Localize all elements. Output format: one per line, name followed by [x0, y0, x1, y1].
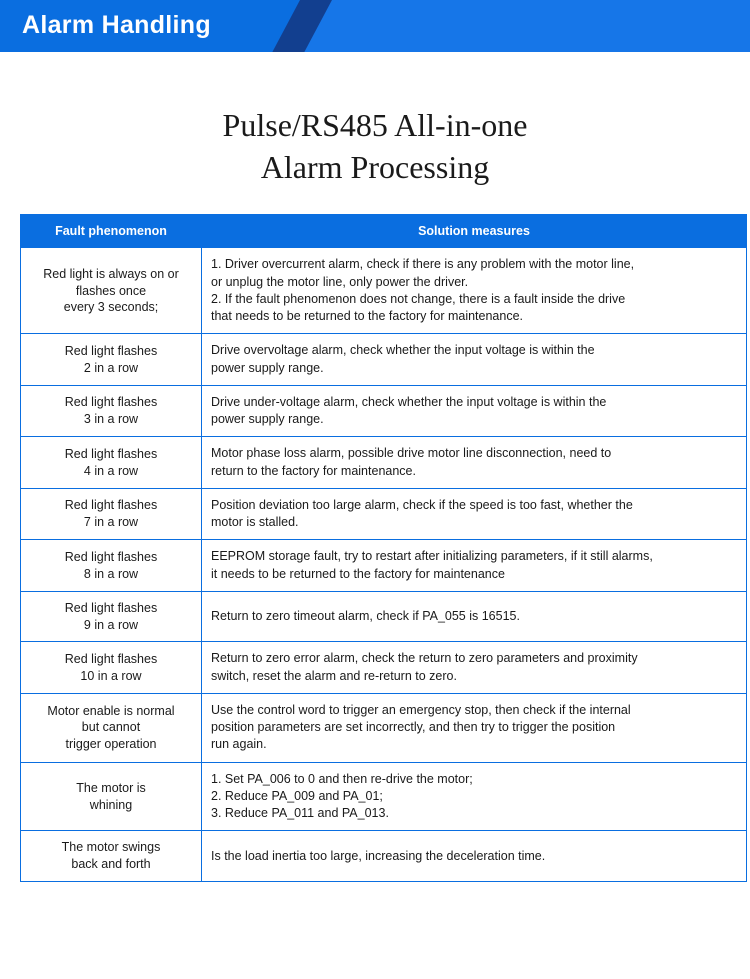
cell-fault-phenomenon: [21, 762, 202, 831]
page-title: [0, 104, 750, 188]
cell-fault-phenomenon: [21, 831, 202, 882]
cell-fault-phenomenon: [21, 385, 202, 437]
table-row: [21, 334, 747, 386]
text-line: Use the control word to trigger an emergency stop, then check if the internal: [211, 702, 631, 717]
text-line: run again.: [211, 737, 267, 752]
text-line: Red light flashes: [64, 498, 158, 513]
text-line: Return to zero timeout alarm, check if PA_055 is 16515.: [211, 609, 520, 624]
alarm-table-head: [21, 215, 747, 248]
alarm-table-body: [21, 248, 747, 882]
text-line: power supply range.: [211, 360, 324, 375]
text-line: return to the factory for maintenance.: [211, 463, 416, 478]
cell-solution-measures: [202, 437, 747, 489]
cell-solution-measures: [202, 762, 747, 831]
cell-solution-measures: [202, 642, 747, 694]
text-line: trigger operation: [65, 737, 157, 752]
table-row: [21, 385, 747, 437]
column-header-phenomenon: Fault phenomenon: [21, 215, 202, 248]
text-line: 10 in a row: [80, 668, 142, 683]
text-line: Motor enable is normal: [47, 703, 175, 718]
cell-solution-measures: [202, 540, 747, 592]
cell-solution-measures: [202, 831, 747, 882]
page-title-line-2: Alarm Processing: [260, 149, 490, 186]
alarm-table: [20, 214, 747, 882]
text-line: power supply range.: [211, 412, 324, 427]
table-row: [21, 591, 747, 642]
text-line: Red light flashes: [64, 600, 158, 615]
text-line: Drive overvoltage alarm, check whether the input voltage is within the: [211, 343, 595, 358]
table-row: [21, 540, 747, 592]
text-line: 8 in a row: [83, 566, 139, 581]
text-line: 7 in a row: [83, 515, 139, 530]
column-header-solution: Solution measures: [202, 215, 747, 248]
text-line: The motor is: [76, 780, 146, 795]
text-line: Motor phase loss alarm, possible drive motor line disconnection, need to: [211, 446, 612, 461]
text-line: motor is stalled.: [211, 515, 299, 530]
text-line: 1. Driver overcurrent alarm, check if there is any problem with the motor line,: [211, 257, 635, 272]
table-row: [21, 437, 747, 489]
table-row: [21, 762, 747, 831]
text-line: 3. Reduce PA_011 and PA_013.: [211, 806, 389, 821]
table-row: [21, 248, 747, 334]
table-row: [21, 642, 747, 694]
cell-solution-measures: [202, 248, 747, 334]
header-title: Alarm Handling: [22, 11, 211, 39]
text-line: every 3 seconds;: [63, 300, 159, 315]
text-line: 3 in a row: [83, 412, 139, 427]
text-line: switch, reset the alarm and re-return to zero.: [211, 668, 457, 683]
table-row: [21, 693, 747, 762]
text-line: 9 in a row: [83, 617, 139, 632]
text-line: position parameters are set incorrectly, and then try to trigger the position: [211, 720, 616, 735]
text-line: Red light flashes: [64, 343, 158, 358]
text-line: 2. If the fault phenomenon does not change, there is a fault inside the drive: [211, 291, 626, 306]
cell-fault-phenomenon: [21, 437, 202, 489]
text-line: The motor swings: [61, 840, 161, 855]
text-line: 2 in a row: [83, 360, 139, 375]
cell-fault-phenomenon: [21, 248, 202, 334]
text-line: 4 in a row: [83, 463, 139, 478]
text-line: Position deviation too large alarm, check if the speed is too fast, whether the: [211, 497, 633, 512]
table-row: [21, 488, 747, 540]
text-line: Drive under-voltage alarm, check whether the input voltage is within the: [211, 394, 607, 409]
text-line: Red light flashes: [64, 395, 158, 410]
text-line: 1. Set PA_006 to 0 and then re-drive the motor;: [211, 771, 473, 786]
table-row: [21, 831, 747, 882]
cell-fault-phenomenon: [21, 540, 202, 592]
table-header-row: [21, 215, 747, 248]
text-line: Red light is always on or flashes once: [43, 266, 179, 298]
cell-fault-phenomenon: [21, 693, 202, 762]
text-line: Red light flashes: [64, 446, 158, 461]
text-line: back and forth: [71, 857, 151, 872]
alarm-table-container: [20, 214, 730, 882]
text-line: 2. Reduce PA_009 and PA_01;: [211, 788, 383, 803]
text-line: or unplug the motor line, only power the driver.: [211, 274, 469, 289]
cell-solution-measures: [202, 385, 747, 437]
header-light-wedge: [304, 0, 750, 52]
cell-fault-phenomenon: [21, 591, 202, 642]
cell-solution-measures: [202, 693, 747, 762]
text-line: Return to zero error alarm, check the return to zero parameters and proximity: [211, 651, 638, 666]
cell-solution-measures: [202, 488, 747, 540]
cell-solution-measures: [202, 334, 747, 386]
text-line: that needs to be returned to the factory for maintenance.: [211, 309, 523, 324]
page-title-line-1: Pulse/RS485 All-in-one: [222, 107, 528, 143]
text-line: Red light flashes: [64, 651, 158, 666]
cell-fault-phenomenon: [21, 488, 202, 540]
text-line: EEPROM storage fault, try to restart after initializing parameters, if it still alarms,: [211, 549, 653, 564]
page-header: [0, 0, 750, 52]
text-line: it needs to be returned to the factory for maintenance: [211, 566, 505, 581]
text-line: Red light flashes: [64, 549, 158, 564]
text-line: whining: [89, 797, 133, 812]
cell-fault-phenomenon: [21, 334, 202, 386]
text-line: but cannot: [81, 720, 141, 735]
text-line: Is the load inertia too large, increasing the deceleration time.: [211, 848, 546, 863]
cell-fault-phenomenon: [21, 642, 202, 694]
cell-solution-measures: [202, 591, 747, 642]
